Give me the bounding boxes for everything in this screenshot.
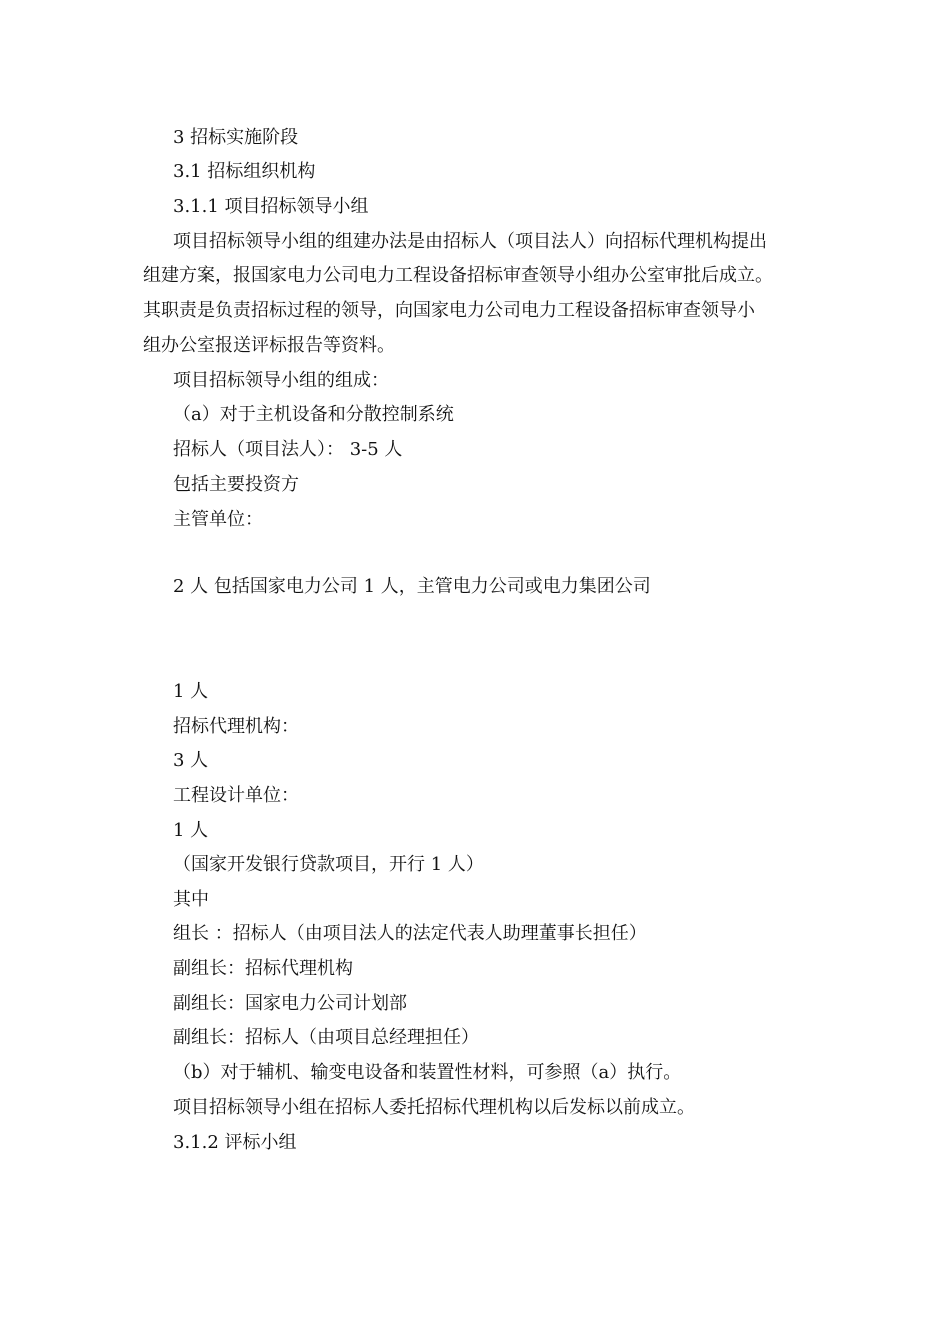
text-line: 2 人 包括国家电力公司 1 人，主管电力公司或电力集团公司 xyxy=(173,576,651,597)
text-line: 工程设计单位： xyxy=(173,785,299,806)
text-line: 包括主要投资方 xyxy=(173,474,299,495)
text-line: 3 人 xyxy=(173,750,209,771)
paragraph-line: 项目招标领导小组在招标人委托招标代理机构以后发标以前成立。 xyxy=(173,1097,695,1118)
text-line: 副组长：国家电力公司计划部 xyxy=(173,993,407,1014)
text-line: 招标人（项目法人）： 3-5 人 xyxy=(173,439,403,460)
paragraph-line: 其职责是负责招标过程的领导，向国家电力公司电力工程设备招标审查领导小 xyxy=(143,300,755,321)
text-line: 副组长：招标人（由项目总经理担任） xyxy=(173,1027,479,1048)
list-item: （b）对于辅机、输变电设备和装置性材料，可参照（a）执行。 xyxy=(173,1062,682,1083)
text-line: 1 人 xyxy=(173,820,209,841)
text-line: 招标代理机构： xyxy=(173,716,299,737)
text-line: 副组长：招标代理机构 xyxy=(173,958,353,979)
paragraph-line: 组建方案，报国家电力公司电力工程设备招标审查领导小组办公室审批后成立。 xyxy=(143,265,773,286)
text-line: 主管单位： xyxy=(173,509,263,530)
list-item: （a）对于主机设备和分散控制系统 xyxy=(173,404,454,425)
section-heading: 3 招标实施阶段 xyxy=(173,127,299,148)
subsection-heading: 3.1 招标组织机构 xyxy=(173,161,316,182)
text-line: 其中 xyxy=(173,889,209,910)
text-line: （国家开发银行贷款项目，开行 1 人） xyxy=(173,854,484,875)
paragraph-line: 项目招标领导小组的组建办法是由招标人（项目法人）向招标代理机构提出 xyxy=(173,231,767,252)
paragraph-line: 项目招标领导小组的组成： xyxy=(173,370,389,391)
subsubsection-heading: 3.1.1 项目招标领导小组 xyxy=(173,196,369,217)
paragraph-line: 组办公室报送评标报告等资料。 xyxy=(143,335,395,356)
subsubsection-heading: 3.1.2 评标小组 xyxy=(173,1132,297,1153)
text-line: 组长 ：招标人（由项目法人的法定代表人助理董事长担任） xyxy=(173,923,647,944)
text-line: 1 人 xyxy=(173,681,209,702)
